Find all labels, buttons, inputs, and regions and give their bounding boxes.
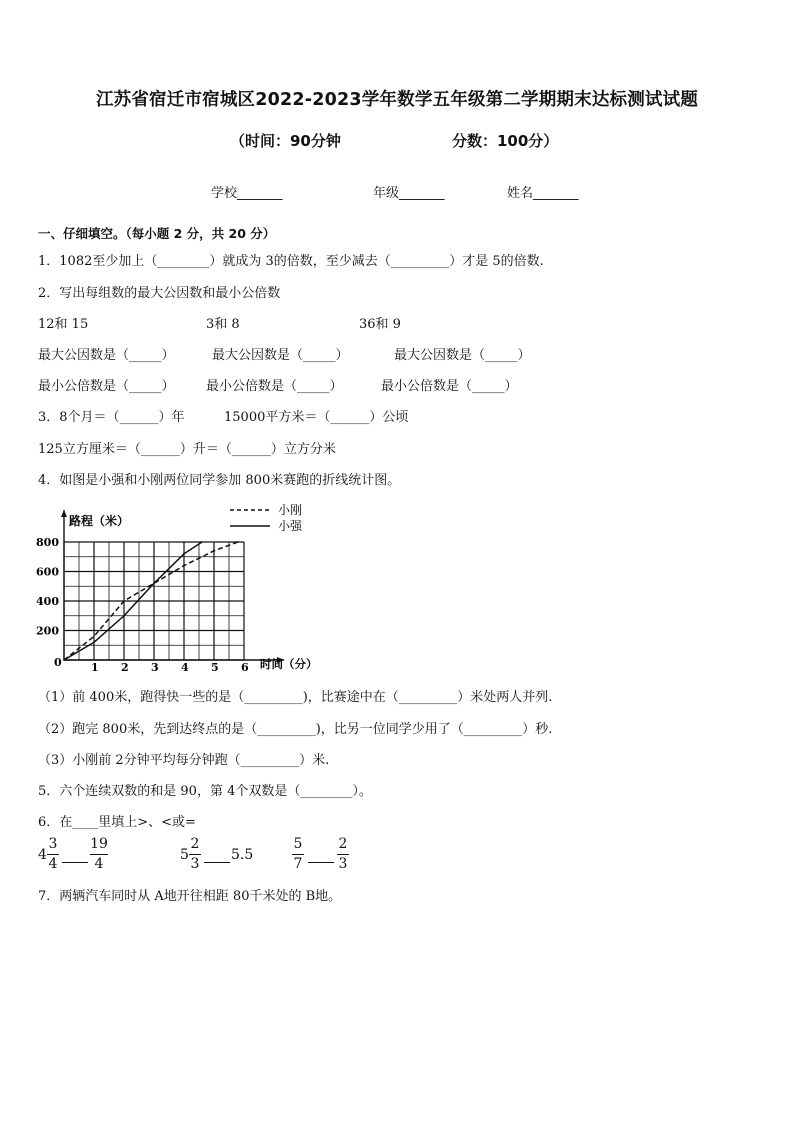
q6-1-numerator: 3	[48, 836, 58, 852]
exam-score: 分数：100分）	[452, 132, 559, 150]
question-3c: 125立方厘米＝（______）升＝（______）立方分米	[38, 442, 336, 457]
question-2: 2．写出每组数的最大公因数和最小公倍数	[38, 286, 281, 301]
y-tick-label: 600	[36, 565, 59, 579]
question-3b: 15000平方米＝（______）公顷	[224, 410, 409, 425]
question-4-3: （3）小刚前 2分钟平均每分钟跑（_________）米.	[38, 753, 330, 768]
y-tick-label: 800	[36, 536, 59, 549]
q6-1-fraction	[47, 836, 59, 873]
legend-label-2: 小强	[278, 519, 303, 533]
q2-pair-3: 36和 9	[359, 317, 401, 332]
question-6: 6．在____里填上>、<或=	[38, 815, 196, 830]
question-4-1: （1）前 400米，跑得快一些的是（_________)，比赛途中在（_________）米处两人并列.	[38, 690, 553, 705]
x-tick-label: 5	[211, 661, 219, 674]
q6-2-blank[interactable]	[204, 862, 230, 863]
data-point	[93, 636, 95, 638]
q2-gcd-1: 最大公因数是（_____）	[38, 348, 175, 363]
x-tick-label: 3	[151, 661, 159, 674]
data-point	[123, 615, 125, 617]
data-point	[183, 553, 185, 555]
x-tick-label: 4	[181, 661, 189, 674]
data-point	[213, 550, 215, 552]
q6-3-right-denominator: 3	[338, 856, 348, 872]
q2-lcm-3: 最小公倍数是（_____）	[381, 379, 518, 394]
q6-1-blank[interactable]	[62, 862, 88, 863]
q6-3-denominator: 7	[293, 856, 303, 872]
q2-lcm-1: 最小公倍数是（_____）	[38, 379, 175, 394]
y-axis-label: 路程（米）	[69, 514, 130, 528]
q2-gcd-2: 最大公因数是（_____）	[212, 348, 349, 363]
data-point	[153, 583, 155, 585]
question-4: 4．如图是小强和小刚两位同学参加 800米赛跑的折线统计图。	[38, 473, 401, 488]
q6-1-right-fraction	[90, 836, 108, 873]
data-point	[123, 600, 125, 602]
q6-3-blank[interactable]	[308, 862, 334, 863]
q6-3-numerator: 5	[293, 836, 303, 852]
y-tick-label: 200	[36, 624, 59, 638]
q2-gcd-3: 最大公因数是（_____）	[394, 348, 531, 363]
q6-3-right-fraction	[337, 836, 349, 873]
y-axis-arrow	[61, 510, 67, 517]
question-7: 7．两辆汽车同时从 A地开往相距 80千米处的 B地。	[38, 889, 342, 904]
x-axis-label: 时间（分）	[260, 657, 318, 671]
q2-pair-2: 3和 8	[206, 317, 240, 332]
q6-2-right-value: 5.5	[231, 847, 254, 863]
exam-time: （时间：90分钟	[230, 132, 341, 150]
legend-label-1: 小刚	[278, 503, 303, 517]
q6-2-denominator: 3	[190, 856, 200, 872]
y-tick-label: 400	[36, 595, 59, 608]
q6-3-fraction	[292, 836, 304, 873]
q6-1-whole: 4	[38, 847, 47, 863]
data-point	[93, 642, 95, 644]
q2-lcm-2: 最小公倍数是（_____）	[206, 379, 343, 394]
grade-field[interactable]: 年级_______	[373, 186, 445, 201]
data-point	[183, 565, 185, 567]
q6-3-right-numerator: 2	[338, 836, 348, 852]
q6-1-right-denominator: 4	[94, 856, 104, 872]
school-field[interactable]: 学校_______	[211, 186, 283, 201]
q6-2-fraction	[189, 836, 201, 873]
name-field[interactable]: 姓名_______	[507, 186, 579, 201]
q2-pair-1: 12和 15	[38, 317, 89, 332]
race-line-chart	[30, 500, 330, 680]
question-5: 5．六个连续双数的和是 90，第 4个双数是（________）。	[38, 784, 372, 799]
question-3a: 3．8个月＝（______）年	[38, 410, 185, 425]
question-1: 1．1082至少加上（________）就成为 3的倍数，至少减去（_________）才是 5的倍数.	[38, 254, 544, 269]
page-title: 江苏省宿迁市宿城区2022-2023学年数学五年级第二学期期末达标测试试题	[95, 90, 699, 110]
q6-2-numerator: 2	[190, 836, 200, 852]
data-point	[63, 659, 65, 661]
x-tick-label: 2	[121, 661, 129, 674]
origin-label: 0	[54, 656, 62, 669]
q6-1-denominator: 4	[48, 856, 58, 872]
x-tick-label: 1	[91, 661, 99, 674]
q6-2-whole: 5	[180, 847, 189, 863]
data-point	[237, 541, 239, 543]
question-4-2: （2）跑完 800米，先到达终点的是（_________)，比另一位同学少用了（_________）秒.	[38, 722, 553, 737]
section-heading: 一、仔细填空。（每小题 2 分，共 20 分）	[38, 226, 276, 241]
x-tick-label: 6	[241, 661, 249, 674]
q6-1-right-numerator: 19	[90, 836, 108, 852]
data-point	[201, 541, 203, 543]
